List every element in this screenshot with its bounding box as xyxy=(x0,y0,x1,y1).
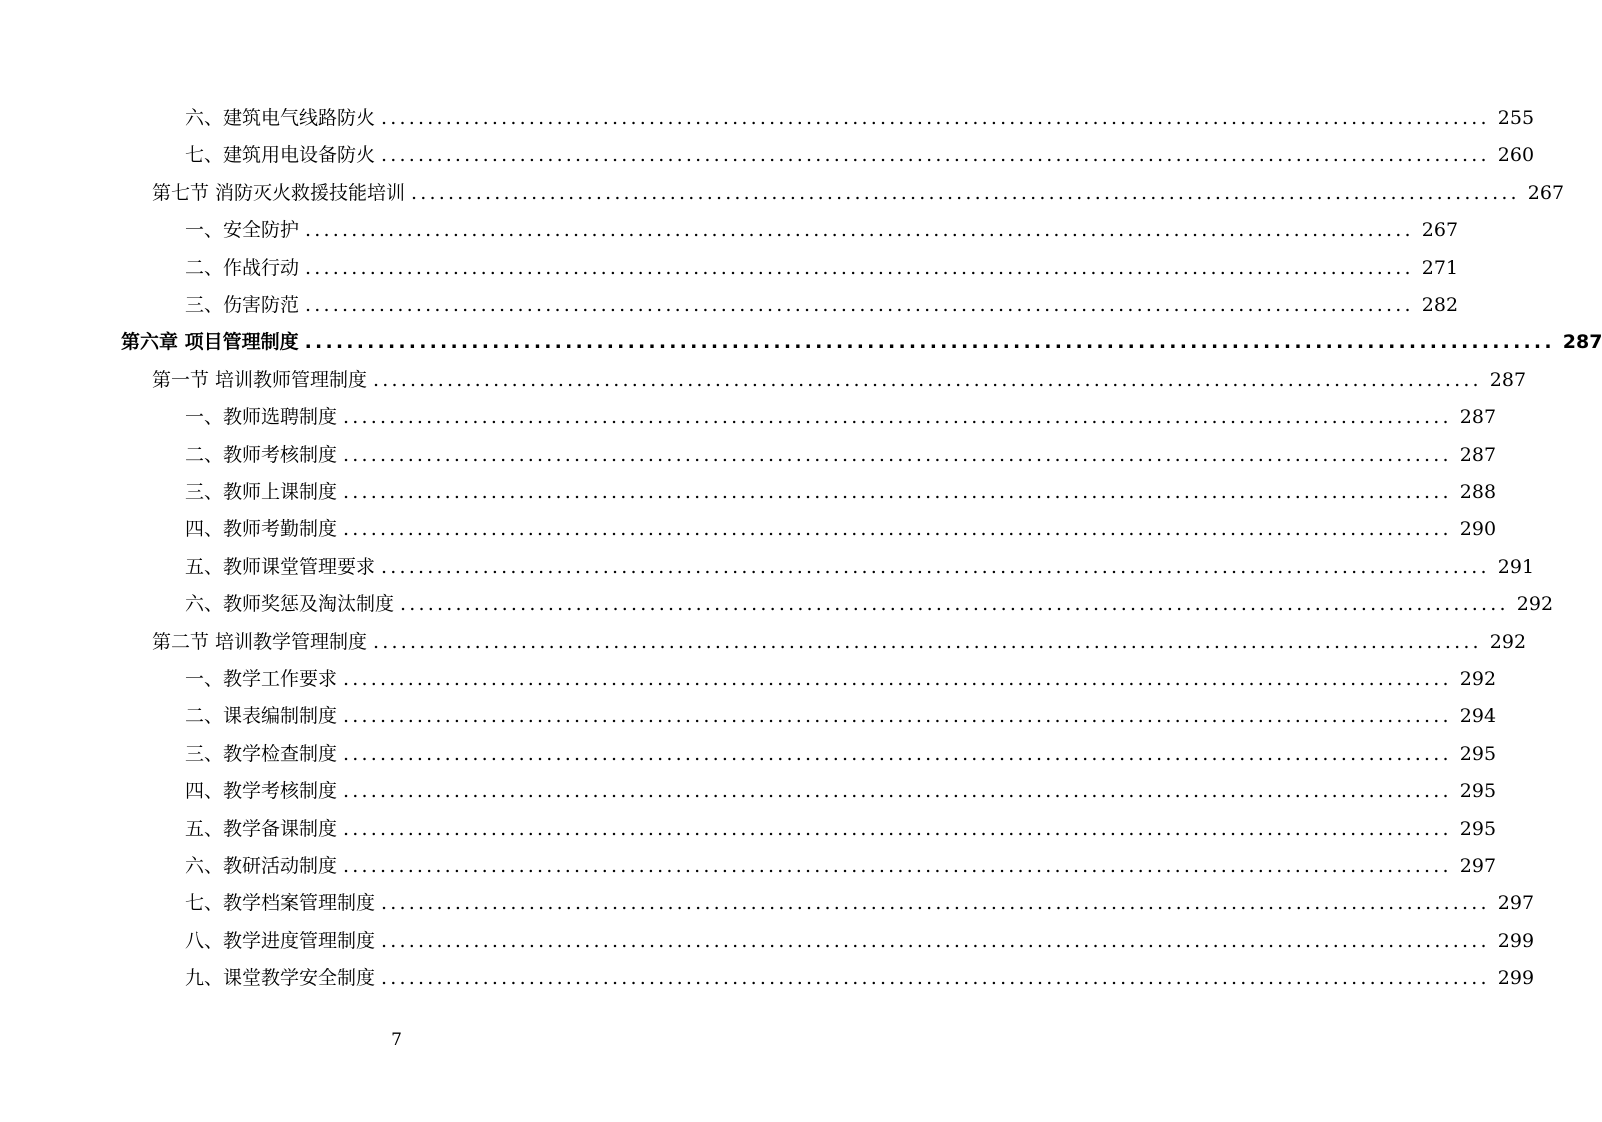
toc-entry-page: 287 xyxy=(1459,406,1497,429)
toc-entry-label: 一、教师选聘制度 xyxy=(185,406,338,429)
toc-entry-label: 八、教学进度管理制度 xyxy=(185,929,376,952)
toc-entry-page: 271 xyxy=(1421,256,1459,279)
toc-leader-dots: ........................................................................................................................ xyxy=(381,892,1490,915)
toc-entry-label: 第二节 培训教学管理制度 xyxy=(152,630,368,653)
toc-entry[interactable] xyxy=(185,550,1535,584)
toc-leader-dots: ........................................................................................................................ xyxy=(343,518,1452,541)
toc-entry-page: 295 xyxy=(1459,817,1497,840)
toc-entry[interactable] xyxy=(121,325,1602,359)
toc-entry-page: 290 xyxy=(1459,518,1497,541)
toc-entry-label: 三、教学检查制度 xyxy=(185,742,338,765)
toc-leader-dots: ........................................................................................................................ xyxy=(381,967,1490,990)
toc-entry[interactable] xyxy=(185,849,1497,883)
toc-entry-label: 第一节 培训教师管理制度 xyxy=(152,368,368,391)
toc-entry-page: 267 xyxy=(1527,181,1565,204)
toc-leader-dots: ........................................................................................................................ xyxy=(400,593,1509,616)
toc-entry-page: 260 xyxy=(1497,144,1535,167)
toc-leader-dots: ........................................................................................................................ xyxy=(381,144,1490,167)
toc-entry[interactable] xyxy=(185,138,1535,172)
toc-entry-page: 292 xyxy=(1459,668,1497,690)
toc-entry-label: 三、伤害防范 xyxy=(185,294,300,316)
toc-leader-dots: ........................................................................................................................ xyxy=(343,406,1452,429)
toc-entry[interactable] xyxy=(185,288,1459,322)
toc-leader-dots: ........................................................................................................................ xyxy=(343,817,1452,840)
toc-entry[interactable] xyxy=(185,886,1535,920)
toc-entry-label: 七、教学档案管理制度 xyxy=(185,892,376,915)
toc-entry-label: 四、教师考勤制度 xyxy=(185,518,338,541)
toc-entry-label: 七、建筑用电设备防火 xyxy=(185,144,376,167)
toc-entry-page: 255 xyxy=(1497,107,1535,129)
toc-leader-dots: ........................................................................................................................ xyxy=(305,256,1414,279)
toc-leader-dots: ........................................................................................................................ xyxy=(381,929,1490,952)
toc-leader-dots: ........................................................................................................................ xyxy=(381,107,1490,129)
toc-entry-label: 五、教学备课制度 xyxy=(185,817,338,840)
toc-entry-page: 294 xyxy=(1459,705,1497,728)
toc-entry-label: 一、安全防护 xyxy=(185,219,300,242)
toc-leader-dots: ........................................................................................................................ xyxy=(373,368,1482,391)
toc-leader-dots: ........................................................................................................................ xyxy=(305,219,1414,242)
toc-entry-page: 297 xyxy=(1459,855,1497,877)
toc-entry[interactable] xyxy=(185,438,1497,472)
toc-leader-dots: ........................................................................................................................ xyxy=(381,555,1490,578)
toc-entry-label: 二、教师考核制度 xyxy=(185,443,338,466)
toc-entry-page: 297 xyxy=(1497,892,1535,915)
toc-entry-label: 四、教学考核制度 xyxy=(185,780,338,803)
toc-entry-label: 三、教师上课制度 xyxy=(185,481,338,503)
toc-entry-page: 299 xyxy=(1497,967,1535,990)
toc-leader-dots: ........................................................................................................................ xyxy=(304,331,1555,354)
toc-entry[interactable] xyxy=(152,625,1527,659)
toc-entry-label: 九、课堂教学安全制度 xyxy=(185,967,376,990)
toc-entry-page: 295 xyxy=(1459,780,1497,803)
toc-leader-dots: ........................................................................................................................ xyxy=(343,668,1452,690)
toc-entry[interactable] xyxy=(185,924,1535,958)
toc-entry[interactable] xyxy=(185,587,1554,621)
toc-leader-dots: ........................................................................................................................ xyxy=(305,294,1414,316)
toc-entry[interactable] xyxy=(152,176,1565,210)
toc-leader-dots: ........................................................................................................................ xyxy=(373,630,1482,653)
toc-entry-page: 287 xyxy=(1562,331,1602,354)
toc-leader-dots: ........................................................................................................................ xyxy=(343,855,1452,877)
toc-entry-page: 291 xyxy=(1497,555,1535,578)
toc-leader-dots: ........................................................................................................................ xyxy=(343,780,1452,803)
toc-entry-label: 第七节 消防灭火救援技能培训 xyxy=(152,181,406,204)
toc-entry-label: 二、课表编制制度 xyxy=(185,705,338,728)
toc-entry-label: 五、教师课堂管理要求 xyxy=(185,555,376,578)
page-number: 7 xyxy=(391,1030,402,1050)
toc-entry[interactable] xyxy=(185,512,1497,546)
toc-entry-page: 292 xyxy=(1489,630,1527,653)
toc-entry[interactable] xyxy=(185,101,1535,135)
toc-entry-label: 六、建筑电气线路防火 xyxy=(185,107,376,129)
toc-entry[interactable] xyxy=(185,812,1497,846)
toc-entry-label: 六、教师奖惩及淘汰制度 xyxy=(185,593,395,616)
toc-entry-page: 288 xyxy=(1459,481,1497,503)
toc-entry-page: 287 xyxy=(1459,443,1497,466)
toc-entry[interactable] xyxy=(185,961,1535,995)
toc-entry[interactable] xyxy=(185,737,1497,771)
toc-entry-page: 295 xyxy=(1459,742,1497,765)
toc-entry[interactable] xyxy=(185,400,1497,434)
toc-entry[interactable] xyxy=(185,662,1497,696)
toc-entry[interactable] xyxy=(185,475,1497,509)
toc-leader-dots: ........................................................................................................................ xyxy=(343,481,1452,503)
toc-entry-label: 二、作战行动 xyxy=(185,256,300,279)
toc-entry-page: 299 xyxy=(1497,929,1535,952)
toc-entry[interactable] xyxy=(185,213,1459,247)
toc-entry-page: 282 xyxy=(1421,294,1459,316)
toc-leader-dots: ........................................................................................................................ xyxy=(343,742,1452,765)
toc-entry-page: 287 xyxy=(1489,368,1527,391)
toc-entry[interactable] xyxy=(185,251,1459,285)
toc-entry[interactable] xyxy=(185,774,1497,808)
toc-entry[interactable] xyxy=(152,363,1527,397)
toc-entry-label: 一、教学工作要求 xyxy=(185,668,338,690)
toc-entry[interactable] xyxy=(185,699,1497,733)
toc-entry-label: 六、教研活动制度 xyxy=(185,855,338,877)
toc-entry-page: 267 xyxy=(1421,219,1459,242)
toc-leader-dots: ........................................................................................................................ xyxy=(343,705,1452,728)
toc-entry-label: 第六章 项目管理制度 xyxy=(121,331,299,354)
toc-leader-dots: ........................................................................................................................ xyxy=(343,443,1452,466)
toc-entry-page: 292 xyxy=(1516,593,1554,616)
toc-leader-dots: ........................................................................................................................ xyxy=(411,181,1520,204)
